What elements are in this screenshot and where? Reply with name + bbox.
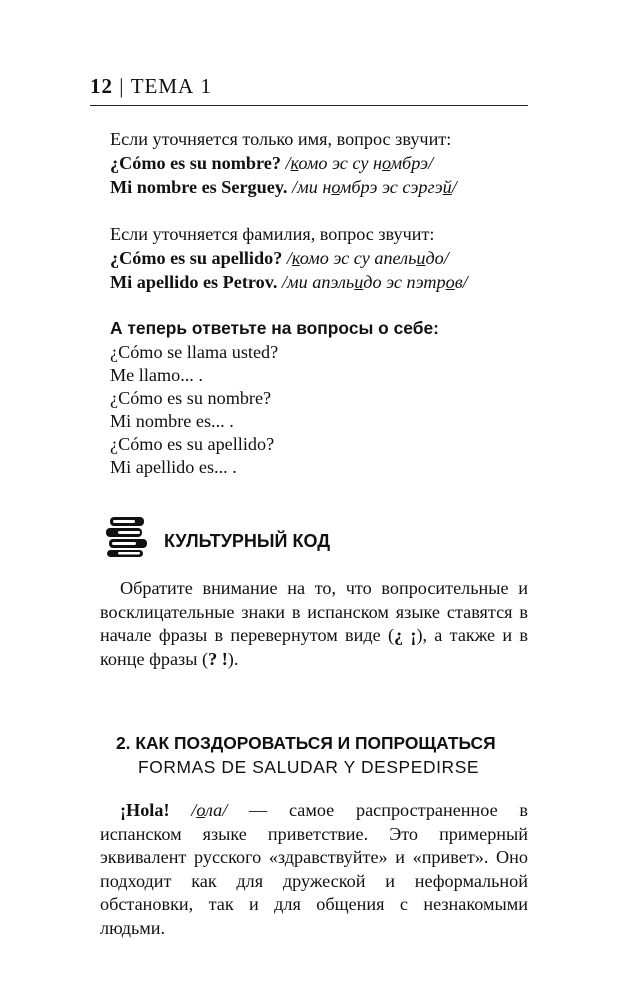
page-number: 12 [90,74,113,98]
inverted-marks: ¿ ¡ [394,625,417,645]
name-intro: Если уточняется только имя, вопрос звучит: [110,129,452,149]
exercise-line: ¿Cómo es su apellido? [110,434,275,454]
topic-title: ТЕМА 1 [130,74,212,98]
exercise-title: А теперь ответьте на вопросы о себе: [110,318,439,338]
exercise-line: Mi nombre es... . [110,411,234,431]
name-question [110,151,433,175]
name-answer [110,175,457,199]
exercise-line: Mi apellido es... . [110,457,237,477]
end-marks: ? ! [208,648,228,669]
culture-paragraph: Обратите внимание на то, что вопросительные и восклицательные знаки в испанском языке ставятся в начале фразы в перевернутом виде (¿ ¡), а также и в конце фразы (? !). [100,578,528,669]
surname-question [110,246,449,270]
surname-answer-es: Mi apellido es Petrov. [110,272,278,292]
exercise-line: Me llamo... . [110,365,203,385]
hola-transcription: /ола/ [191,800,228,820]
culture-title: КУЛЬТУРНЫЙ КОД [164,531,331,551]
name-answer-transcription: /ми номбрэ эс сэргэй/ [292,177,457,197]
surname-answer-transcription: /ми апэльидо эс пэтров/ [281,272,468,292]
header-rule [90,105,528,106]
section-title: 2. КАК ПОЗДОРОВАТЬСЯ И ПОПРОЩАТЬСЯ [116,733,496,753]
exercise-line: ¿Cómo se llama usted? [110,342,279,362]
exercise-line: ¿Cómo es su nombre? [110,388,272,408]
page-header [90,74,212,99]
name-question-transcription: /комо эс су номбрэ/ [285,153,434,173]
books-stack-icon [104,516,150,558]
surname-question-transcription: /комо эс су апельидо/ [286,248,449,268]
name-answer-es: Mi nombre es Serguey. [110,177,288,197]
surname-question-es: ¿Cómo es su apellido? [110,248,283,268]
section-subtitle: FORMAS DE SALUDAR Y DESPEDIRSE [138,757,480,777]
hola-word: ¡Hola! [120,800,170,820]
surname-intro: Если уточняется фамилия, вопрос звучит: [110,224,435,244]
surname-answer [110,270,468,294]
name-question-es: ¿Cómo es su nombre? [110,153,281,173]
header-separator: | [119,74,125,98]
hola-paragraph: ¡Hola! /ола/ — самое распространенное в испанском языке приветствие. Это примерный эквивалент русского «здравствуйте» и «привет». Оно подходит как для дружеской и неформальной обстановки, так и для общения с незнакомыми людьми. [100,800,528,938]
